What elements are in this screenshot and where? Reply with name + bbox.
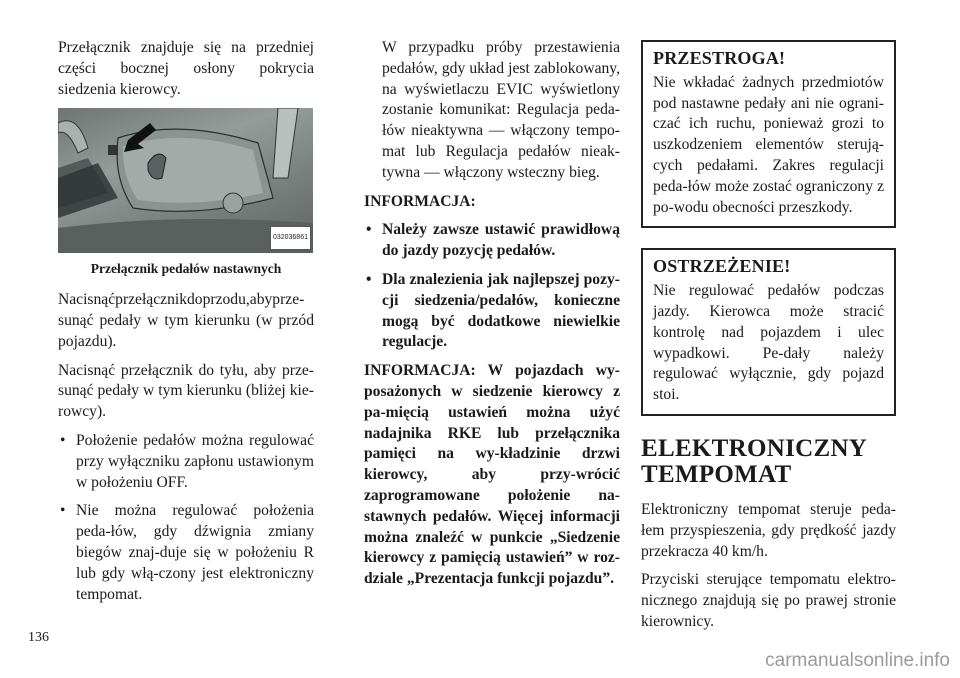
cruise-paragraph-1: Elektroniczny tempomat steruje peda-łem przyspieszenia, gdy prędkość jazdy przekracza 40 km/h. <box>641 500 896 560</box>
bullet-icon: • <box>60 502 66 520</box>
caution-text: Nie wkładać żadnych przedmiotów pod nastawne pedały ani nie ograni-czać ich ruchu, ponieważ grozi to uszkodzeniem elementów sterują-cych pedałami. Zakres regulacji peda-łów może zostać ograniczony z po-wodu obecności przeszkody. <box>653 73 884 216</box>
info-heading: INFORMACJA: <box>364 192 476 210</box>
warning-title: OSTRZEŻENIE! <box>653 256 791 277</box>
bullet-item: • Położenie pedałów można regulować przy wyłączniku zapłonu ustawionym w położeniu OFF. <box>60 431 314 491</box>
continuation-paragraph: W przypadku próby przestawienia pedałów, gdy układ jest zablokowany, na wyświetlaczu EVIC wyświetlony zostanie komunikat: Regulacja peda-łów nieaktywna — włączony tempo-mat lub Regulacja pedałów nieak-tywna — włączony wsteczny bieg. <box>382 39 620 181</box>
info-bullet: • Należy zawsze ustawić prawidłową do jazdy pozycję pedałów. <box>366 221 620 260</box>
info-bullet: • Dla znalezienia jak najlepszej pozy-cji siedzenia/pedałów, konieczne mogą być dodatkowe niewielkie regulacje. <box>366 270 620 351</box>
bullet-item: • Nie można regulować położenia peda-łów, gdy dźwignia zmiany biegów znaj-duje się w położeniu R lub gdy włą-czony jest elektroniczny tempomat. <box>60 502 314 603</box>
info-note-memory: INFORMACJA: W pojazdach wy-posażonych w siedzenie kierowcy z pa-mięcią ustawień można użyć nadajnika RKE lub przełącznika pamięci na wy-kładzinie drzwi kierowcy, aby przy-wrócić zaprogramowane położenie na-stawnych pedałów. Więcej informacji można znaleźć w punkcie „Siedzenie kierowcy z pamięcią ustawień” w roz-dziale „Prezentacja funkcji pojazdu”. <box>364 362 620 588</box>
section-title: ELEKTRONICZNY TEMPOMAT <box>641 434 867 488</box>
page-number: 136 <box>28 630 49 645</box>
column-right <box>641 40 896 641</box>
column-left <box>58 38 314 613</box>
bullet-icon: • <box>366 221 372 239</box>
caution-box <box>641 40 896 228</box>
column-middle <box>364 38 620 598</box>
watermark: carmanualsonline.info <box>765 650 950 671</box>
bullet-icon: • <box>60 431 66 449</box>
warning-box <box>641 248 896 416</box>
paragraph-backward: Nacisnąć przełącznik do tyłu, aby prze-sunąć pedały w tym kierunku (bliżej kie-rowcy). <box>58 361 314 421</box>
warning-text: Nie regulować pedałów podczas jazdy. Kierowca może stracić kontrolę nad pojazdem i ulec wypadkowi. Pe-dały należy regulować wyłącznie, gdy pojazd stoi. <box>653 282 884 404</box>
caution-title: PRZESTROGA! <box>653 48 786 68</box>
figure-caption: Przełącznik pedałów nastawnych <box>90 261 282 277</box>
bullet-icon: • <box>366 270 372 288</box>
pedal-switch-photo <box>58 108 313 253</box>
cruise-paragraph-2: Przyciski sterujące tempomatu elektro-nicznego znajdują się po prawej stronie kierownicy. <box>641 571 896 630</box>
image-code: 032036861 <box>270 226 311 251</box>
paragraph-forward: Nacisnąćprzełącznikdoprzodu,abyprze-sunąć pedały w tym kierunku (w przód pojazdu). <box>58 291 314 350</box>
intro-paragraph: Przełącznik znajduje się na przedniej części bocznej osłony pokrycia siedzenia kierowcy. <box>58 39 314 98</box>
